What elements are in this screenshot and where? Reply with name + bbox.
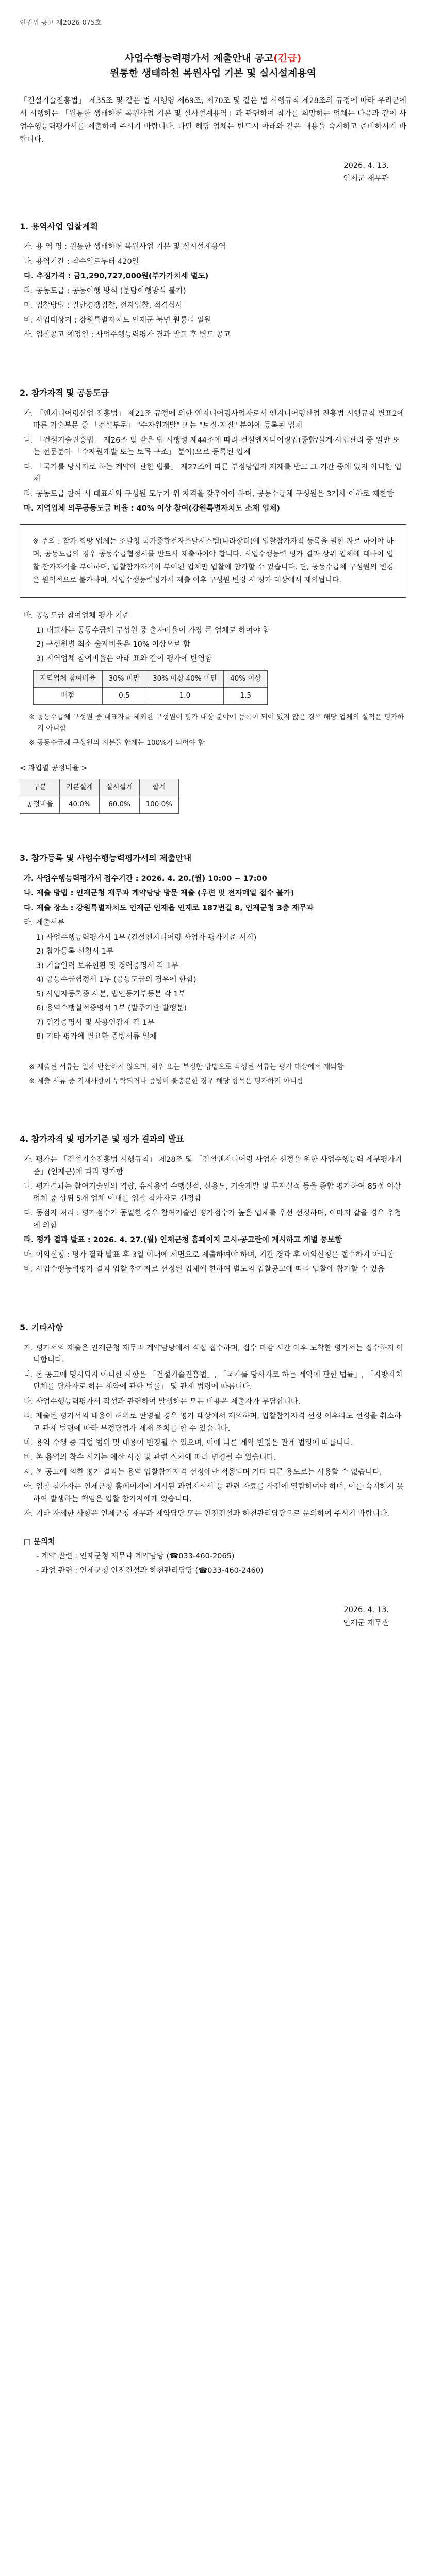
section-2-list: [20, 408, 406, 515]
s1-item: 나. 용역기간 : 착수일로부터 420일: [24, 257, 139, 266]
contact-line: - 과업 관련 : 인제군청 안전건설과 하천관리담당 (☎033-460-2460): [36, 1566, 264, 1575]
table-row: [34, 688, 268, 705]
s1-item: 가. 용 역 명 : 원통한 생태하천 복원사업 기본 및 실시설계용역: [24, 243, 226, 251]
s1-item: 사. 입찰공고 예정일 : 사업수행능력평가 결과 발표 후 별도 공고: [24, 331, 231, 340]
table-cell: 40.0%: [60, 796, 100, 814]
s2-sub-item: 3) 지역업체 참여비율은 아래 표와 같이 평가에 반영함: [36, 654, 212, 663]
s3-note: ※ 제출된 서류는 일체 반환하지 않으며, 허위 또는 부정한 방법으로 작성된 서류는 평가 대상에서 제외함: [29, 1062, 344, 1071]
table-header-cell: 기본설계: [60, 779, 100, 796]
ratio-table-caption: < 과업별 공정비율 >: [20, 764, 88, 772]
s3-sub-item: 1) 사업수행능력평가서 1부 (건설엔지니어링 사업자 평가기준 서식): [36, 933, 257, 942]
title-line-1: [20, 51, 406, 66]
notice-box: [20, 524, 406, 598]
s5-item: 자. 기타 자세한 사항은 인제군청 재무과 계약담당 또는 안전건설과 하천관리담당으로 문의하여 주시기 바랍니다.: [24, 1510, 389, 1518]
s5-item: 가. 평가서의 제출은 인제군청 재무과 계약담당에서 직접 접수하며, 접수 마감 시간 이후 도착한 평가서는 접수하지 아니합니다.: [24, 1344, 404, 1365]
s4-item: 바. 사업수행능력평가 결과 입찰 참가자로 선정된 업체에 한하여 별도의 입찰공고에 따라 입찰에 참가할 수 있음: [24, 1265, 385, 1274]
table-header-cell: 지역업체 참여비율: [34, 671, 103, 688]
s3-item: 다. 제출 장소 : 강원특별자치도 인제군 인제읍 인제로 187번길 8, 인제군청 3층 재무과: [24, 904, 314, 912]
closing-date: 2026. 4. 13.: [343, 1606, 389, 1615]
table-header-cell: 합계: [139, 779, 178, 796]
s4-item: 라. 평가 결과 발표 : 2026. 4. 27.(월) 인제군청 홈페이지 고시·공고란에 게시하고 개별 통보함: [24, 1236, 342, 1245]
table-header-cell: 30% 이상 40% 미만: [146, 671, 224, 688]
s2-note: ※ 공동수급체 구성원의 지분율 합계는 100%가 되어야 함: [29, 738, 205, 747]
section-4-title: 4. 참가자격 및 평가기준 및 평가 결과의 발표: [20, 1134, 184, 1144]
table-header-cell: 실시설계: [100, 779, 139, 796]
notice-number: 인권위 공고 제2026-075호: [20, 19, 102, 27]
s3-sub-item: 2) 참가등록 신청서 1부: [36, 947, 113, 956]
s3-sub-item: 7) 인감증명서 및 사용인감계 각 1부: [36, 1018, 155, 1027]
s3-sub-item: 8) 기타 평가에 필요한 증빙서류 일체: [36, 1032, 157, 1041]
s5-item: 다. 사업수행능력평가서 작성과 관련하여 발생하는 모든 비용은 제출자가 부담합니다.: [24, 1397, 301, 1406]
process-ratio-table: [20, 779, 179, 814]
s4-item: 가. 평가는 「건설기술진흥법 시행규칙」 제28조 및 「건설엔지니어링 사업자 선정을 위한 사업수행능력 세부평가기준」(인제군)에 따라 평가함: [24, 1156, 402, 1176]
table-cell: 공정비율: [20, 796, 60, 814]
section-1-list: [20, 241, 406, 341]
s3-item: 라. 제출서류: [24, 919, 65, 927]
s2-sub-title: 바. 공동도급 참여업체 평가 기준: [24, 612, 130, 620]
s4-item: 나. 평가결과는 참여기술인의 역량, 유사용역 수행실적, 신용도, 기술개발 및 투자실적 등을 종합 평가하여 85점 이상 업체 중 상위 5개 업체 이내를 입찰 참가자로 선정함: [24, 1182, 401, 1203]
title-line-2: 원통한 생태하천 복원사업 기본 및 실시설계용역: [109, 67, 317, 79]
table-header-row: [34, 671, 268, 688]
closing-date-block: [20, 1604, 406, 1630]
issuer: 인제군 재무관: [343, 175, 389, 183]
s2-item: 라. 공동도급 참여 시 대표사와 구성원 모두가 위 자격을 갖추어야 하며, 공동수급체 구성원은 3개사 이하로 제한함: [24, 489, 394, 498]
table-header-row: [20, 779, 179, 796]
s3-note: ※ 제출 서류 중 기재사항이 누락되거나 증빙이 불충분한 경우 해당 항목은 평가하지 아니함: [29, 1077, 304, 1086]
closing-issuer: 인제군 재무관: [343, 1619, 389, 1628]
s5-item: 나. 본 공고에 명시되지 아니한 사항은 「건설기술진흥법」, 「국가를 당사자로 하는 계약에 관한 법률」, 「지방자치단체를 당사자로 하는 계약에 관한 법률」 및 관계 법령에 따릅니다.: [24, 1370, 403, 1392]
s3-sub-item: 3) 기술인력 보유현황 및 경력증명서 각 1부: [36, 961, 178, 970]
s4-item: 마. 이의신청 : 평가 결과 발표 후 3일 이내에 서면으로 제출하여야 하며, 기간 경과 후 이의신청은 접수하지 아니함: [24, 1250, 394, 1259]
table-cell: 배점: [34, 688, 103, 705]
table-header-cell: 30% 미만: [102, 671, 146, 688]
s2-item: 마. 지역업체 의무공동도급 비율 : 40% 이상 참여(강원특별자치도 소재 업체): [24, 504, 280, 513]
s2-sub-item: 2) 구성원별 최소 출자비율은 10% 이상으로 함: [36, 640, 190, 649]
s3-sub-item: 6) 용역수행실적증명서 1부 (발주기관 발행분): [36, 1004, 187, 1013]
table-cell: 100.0%: [139, 796, 178, 814]
table-cell: 0.5: [102, 688, 146, 705]
table-cell: 1.5: [224, 688, 268, 705]
s3-sub-item: 5) 사업자등록증 사본, 법인등기부등본 각 1부: [36, 990, 186, 998]
contact-line: - 계약 관련 : 인제군청 재무과 계약담당 (☎033-460-2065): [36, 1552, 235, 1561]
section-5-title: 5. 기타사항: [20, 1322, 63, 1332]
issue-date: 2026. 4. 13.: [343, 161, 389, 170]
s2-item: 다. 「국가를 당사자로 하는 계약에 관한 법률」 제27조에 따른 부정당업자 제재를 받고 그 기간 중에 있지 아니한 업체: [24, 463, 402, 484]
s1-item: 라. 공동도급 : 공동이행 방식 (분담이행방식 불가): [24, 286, 186, 295]
s2-sub-item: 1) 대표사는 공동수급체 구성원 중 출자비율이 가장 큰 업체로 하여야 함: [36, 626, 270, 635]
table-cell: 1.0: [146, 688, 224, 705]
s2-note: ※ 공동수급체 구성원 중 대표자를 제외한 구성원이 평가 대상 분야에 등록이 되어 있지 않은 경우 해당 업체의 실적은 평가하지 아니함: [29, 713, 404, 733]
contact-title: □ 문의처: [24, 1537, 55, 1546]
s5-item: 라. 제출된 평가서의 내용이 허위로 판명될 경우 평가 대상에서 제외하며, 입찰참가자격 선정 이후라도 선정을 취소하고 관계 법령에 따라 부정당업자 제재 조치를 할 수 있습니다.: [24, 1412, 402, 1433]
s2-item: 가. 「엔지니어링산업 진흥법」 제21조 규정에 의한 엔지니어링사업자로서 엔지니어링산업 진흥법 시행규칙 별표2에 따른 기술부문 중 「건설부문」 "수자원개발" 또는 "토질·지질" 분야에 등록된 업체: [24, 409, 404, 430]
s3-item: 나. 제출 방법 : 인제군청 재무과 계약담당 방문 제출 (우편 및 전자메일 접수 불가): [24, 889, 294, 898]
issue-date-block: [20, 160, 406, 186]
s3-item: 가. 사업수행능력평가서 접수기간 : 2026. 4. 20.(월) 10:00 ~ 17:00: [24, 874, 267, 883]
table-cell: 60.0%: [100, 796, 139, 814]
section-3-title: 3. 참가등록 및 사업수행능력평가서의 제출안내: [20, 853, 192, 863]
intro-paragraph: 「건설기술진흥법」 제35조 및 같은 법 시행령 제69조, 제70조 및 같은 법 시행규칙 제28조의 규정에 따라 우리군에서 시행하는 「원통한 생태하천 복원사업 기본 및 실시설계용역」과 관련하여 참가를 희망하는 업체는 다음과 같이 사업수행능력평가서를 제출하여 주시기 바랍니다. 다만 해당 업체는 반드시 아래와 같은 내용을 숙지하고 준비하시기 바랍니다.: [20, 97, 406, 144]
s3-sub-item: 4) 공동수급협정서 1부 (공동도급의 경우에 한함): [36, 976, 196, 985]
title-urgent-tag: (긴급): [273, 53, 302, 64]
table-row: [20, 796, 179, 814]
title-block: [20, 51, 406, 80]
table-header-cell: 40% 이상: [224, 671, 268, 688]
table-header-cell: 구분: [20, 779, 60, 796]
s5-item: 사. 본 공고에 의한 평가 결과는 용역 입찰참가자격 선정에만 적용되며 기타 다른 용도로는 사용할 수 없습니다.: [24, 1468, 382, 1477]
section-2-title: 2. 참가자격 및 공동도급: [20, 387, 109, 398]
regional-ratio-table: [33, 670, 268, 705]
s2-item: 나. 「건설기술진흥법」 제26조 및 같은 법 시행령 제44조에 따라 건설엔지니어링업(종합/설계·사업관리 중 일반 또는 전문분야 「수자원개발 또는 토목 구조」 분야)으로 등록된 업체: [24, 436, 400, 457]
s5-item: 바. 본 용역의 착수 시기는 예산 사정 및 관련 절차에 따라 변경될 수 있습니다.: [24, 1453, 276, 1462]
title-main: 사업수행능력평가서 제출안내 공고: [124, 53, 274, 64]
s1-item: 바. 사업대상지 : 강원특별자치도 인제군 북면 원통리 일원: [24, 316, 211, 325]
s5-item: 마. 용역 수행 중 과업 범위 및 내용이 변경될 수 있으며, 이에 따른 계약 변경은 관계 법령에 따릅니다.: [24, 1439, 353, 1447]
section-1-title: 1. 용역사업 입찰계획: [20, 221, 98, 231]
s4-item: 다. 동점자 처리 : 평가점수가 동일한 경우 참여기술인 평가점수가 높은 업체를 우선 선정하며, 이마저 같을 경우 추첨에 의함: [24, 1209, 402, 1230]
s1-item: 마. 입찰방법 : 일반경쟁입찰, 전자입찰, 적격심사: [24, 301, 183, 310]
s5-item: 아. 입찰 참가자는 인제군청 홈페이지에 게시된 과업지시서 등 관련 자료를 사전에 열람하여야 하며, 이를 숙지하지 못하여 발생하는 책임은 입찰 참가자에게 있습니다.: [24, 1483, 404, 1503]
s1-item: 다. 추정가격 : 금1,290,727,000원(부가가치세 별도): [24, 272, 209, 281]
notice-box-text: ※ 주의 : 참가 희망 업체는 조달청 국가종합전자조달시스템(나라장터)에 입찰참가자격 등록을 필한 자로 하여야 하며, 공동도급의 경우 공동수급협정서를 반드시 제출하여야 합니다. 사업수행능력 평가 결과 상위 업체에 대하여 입찰 참가자격을 부여하며, 입찰참가자격이 부여된 업체만 입찰에 참가할 수 있습니다. 단, 공동수급체 구성원의 변경은 원칙적으로 불가하며, 사업수행능력평가서 제출 이후 구성원 변경 시 평가 대상에서 제외됩니다.: [32, 537, 394, 585]
